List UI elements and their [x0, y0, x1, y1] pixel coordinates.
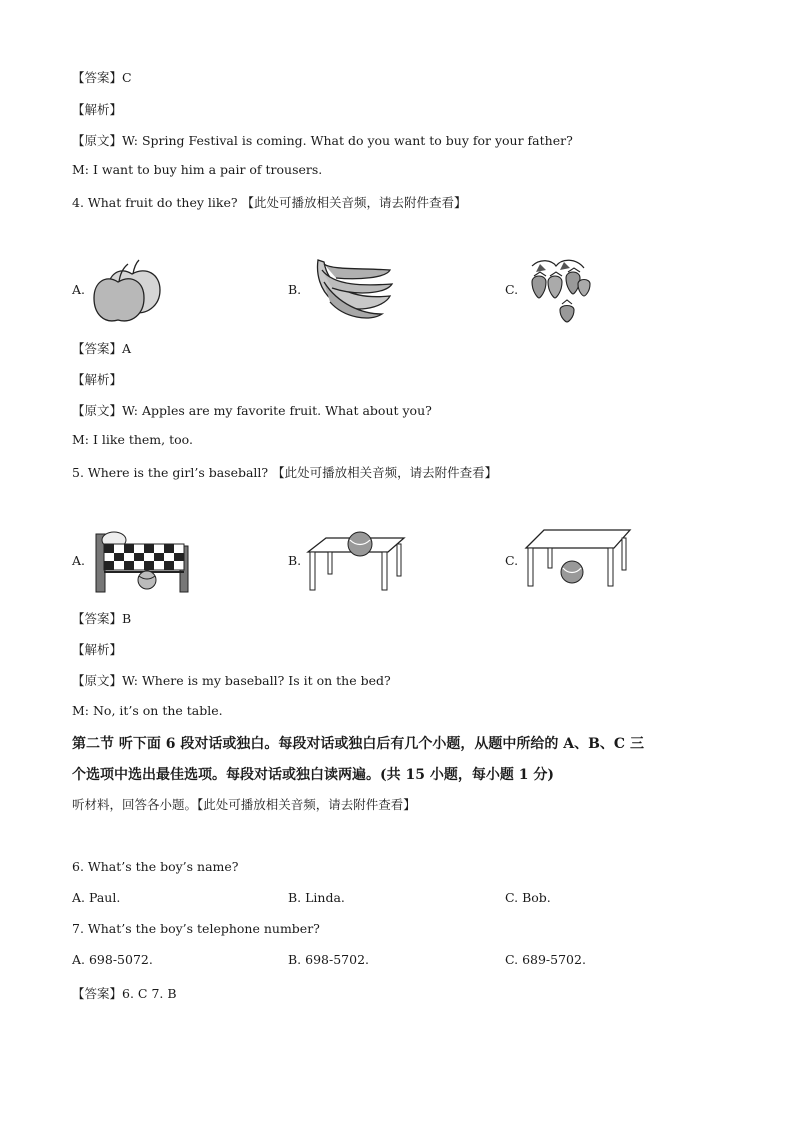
- script-tag: 【原文】: [72, 133, 123, 148]
- q6-option-c: C. Bob.: [505, 890, 551, 905]
- q4-option-c-label: C.: [505, 282, 519, 297]
- q4-answer-line: [72, 339, 131, 357]
- script-tag: 【原文】: [72, 673, 123, 688]
- q6-7-answer-line: [72, 984, 177, 1002]
- section2-heading-line1: 第二节 听下面 6 段对话或独白。每段对话或独白后有几个小题，从题中所给的 A、B、C 三: [72, 736, 644, 752]
- apples-icon: [90, 256, 162, 324]
- answer-value: A: [122, 341, 132, 356]
- script-tag: 【原文】: [72, 403, 123, 418]
- script-text: W: Spring Festival is coming. What do you want to buy for your father?: [122, 133, 573, 148]
- q5-analysis-tag: 【解析】: [72, 642, 123, 657]
- answer-tag: 【答案】: [72, 986, 123, 1001]
- section2-instruction: 听材料，回答各小题。【此处可播放相关音频，请去附件查看】: [72, 797, 416, 812]
- q5-option-a-label: A.: [72, 553, 86, 568]
- checkered-blanket: [104, 544, 184, 570]
- ball-on-table-icon: [304, 526, 408, 596]
- q7-question: 7. What’s the boy’s telephone number?: [72, 921, 320, 936]
- q5-script-line1: [72, 671, 391, 689]
- q3-script-line2: M: I want to buy him a pair of trousers.: [72, 162, 323, 177]
- q6-option-a: A. Paul.: [72, 890, 121, 905]
- q7-option-c: C. 689-5702.: [505, 952, 586, 967]
- q5-script-line2: M: No, it’s on the table.: [72, 703, 223, 718]
- q7-option-a: A. 698-5072.: [72, 952, 153, 967]
- q3-answer-line: [72, 68, 132, 86]
- bed-with-ball-icon: [92, 524, 196, 594]
- answer-value: B: [122, 611, 132, 626]
- bananas-icon: [310, 256, 394, 322]
- section2-heading-line2: 个选项中选出最佳选项。每段对话或独白读两遍。(共 15 小题，每小题 1 分): [72, 767, 554, 783]
- q4-question: 4. What fruit do they like? 【此处可播放相关音频，请去附件查看】: [72, 195, 467, 210]
- q5-option-b-label: B.: [288, 553, 302, 568]
- q4-option-a-label: A.: [72, 282, 86, 297]
- script-text: W: Apples are my favorite fruit. What about you?: [122, 403, 432, 418]
- answer-value: 6. C 7. B: [122, 986, 177, 1001]
- strawberries-icon: [526, 256, 594, 324]
- q6-option-b: B. Linda.: [288, 890, 345, 905]
- q3-script-line1: [72, 131, 573, 149]
- q5-option-c-label: C.: [505, 553, 519, 568]
- q5-answer-line: [72, 609, 131, 627]
- answer-value: C: [122, 70, 132, 85]
- script-text: W: Where is my baseball? Is it on the bed?: [122, 673, 391, 688]
- q3-analysis-tag: 【解析】: [72, 102, 123, 117]
- answer-tag: 【答案】: [72, 611, 123, 626]
- q6-question: 6. What’s the boy’s name?: [72, 859, 239, 874]
- q7-option-b: B. 698-5702.: [288, 952, 369, 967]
- q4-script-line2: M: I like them, too.: [72, 432, 193, 447]
- answer-tag: 【答案】: [72, 341, 123, 356]
- q4-option-b-label: B.: [288, 282, 302, 297]
- q4-script-line1: [72, 401, 432, 419]
- q5-question: 5. Where is the girl’s baseball? 【此处可播放相关音频，请去附件查看】: [72, 465, 498, 480]
- answer-tag: 【答案】: [72, 70, 123, 85]
- ball-under-table-icon: [522, 526, 634, 590]
- q4-analysis-tag: 【解析】: [72, 372, 123, 387]
